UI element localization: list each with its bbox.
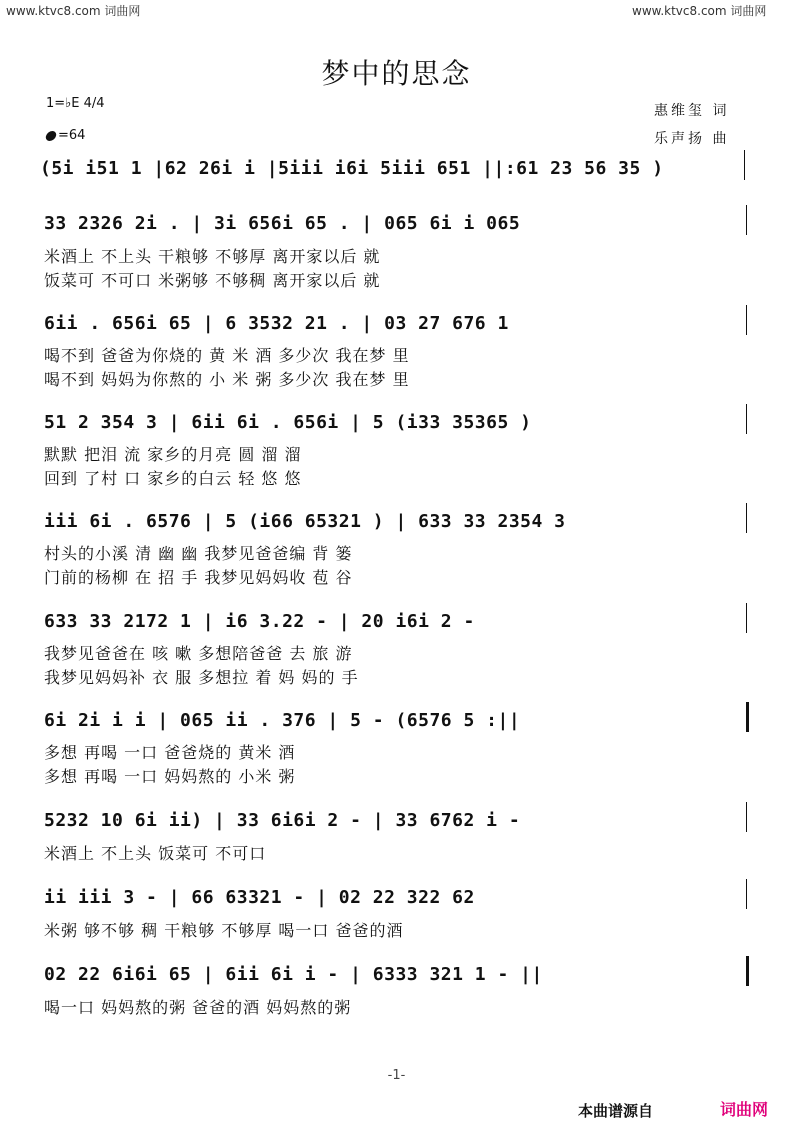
final-barline — [746, 956, 749, 986]
score-line-5-lyrics-verse2: 门前的杨柳 在 招 手 我梦见妈妈收 苞 谷 — [44, 568, 353, 587]
score-line-2-lyrics-verse2: 饭菜可 不可口 米粥够 不够稠 离开家以后 就 — [44, 271, 381, 290]
tempo-marking — [46, 128, 85, 143]
score-line-9-lyrics: 米粥 够不够 稠 干粮够 不够厚 喝一口 爸爸的酒 — [44, 921, 404, 940]
score-line-5-lyrics-verse1: 村头的小溪 清 幽 幽 我梦见爸爸编 背 篓 — [44, 544, 353, 563]
barline — [744, 150, 745, 180]
score-line-3-lyrics-verse1: 喝不到 爸爸为你烧的 黄 米 酒 多少次 我在梦 里 — [44, 346, 410, 365]
source-text: 本曲谱源自 — [578, 1102, 654, 1120]
score-line-6-notes: 633 33 2172 1 | i6 3.22 - | 20 i6i 2 - — [44, 611, 475, 632]
site-watermark-left: www.ktvc8.com 词曲网 — [6, 4, 141, 18]
score-line-6-lyrics-verse2: 我梦见妈妈补 衣 服 多想拉 着 妈 妈的 手 — [44, 668, 359, 687]
page-number: -1- — [387, 1068, 406, 1083]
barline — [746, 205, 747, 235]
barline — [746, 503, 747, 533]
score-line-8-notes: 5232 10 6i ii) | 33 6i6i 2 - | 33 6762 i - — [44, 810, 521, 831]
score-line-4-lyrics-verse2: 回到 了村 口 家乡的白云 轻 悠 悠 — [44, 469, 302, 488]
score-line-7-lyrics-verse2: 多想 再喝 一口 妈妈熬的 小米 粥 — [44, 767, 296, 786]
score-line-1-notes: (5i i51 1 |62 26i i |5iii i6i 5iii 651 ||:61 23 56 35 ) — [40, 158, 664, 179]
score-line-2-notes: 33 2326 2i . | 3i 656i 65 . | 065 6i i 065 — [44, 213, 521, 234]
barline — [746, 603, 747, 633]
score-line-7-notes: 6i 2i i i | 065 ii . 376 | 5 - (6576 5 :|| — [44, 710, 521, 731]
barline — [746, 802, 747, 832]
quarter-note-icon — [45, 131, 58, 141]
score-line-10-notes: 02 22 6i6i 65 | 6ii 6i i - | 6333 321 1 - || — [44, 964, 543, 985]
score-line-4-lyrics-verse1: 默默 把泪 流 家乡的月亮 圆 溜 溜 — [44, 445, 302, 464]
score-line-3-lyrics-verse2: 喝不到 妈妈为你熬的 小 米 粥 多少次 我在梦 里 — [44, 370, 410, 389]
score-line-3-notes: 6ii . 656i 65 | 6 3532 21 . | 03 27 676 1 — [44, 313, 509, 334]
repeat-end-barline — [746, 702, 749, 732]
barline — [746, 879, 747, 909]
barline — [746, 404, 747, 434]
site-watermark-right: www.ktvc8.com 词曲网 — [632, 4, 767, 18]
score-line-7-lyrics-verse1: 多想 再喝 一口 爸爸烧的 黄米 酒 — [44, 743, 296, 762]
lyricist-credit: 惠维玺 词 — [654, 103, 730, 119]
tempo-value: =64 — [58, 128, 86, 143]
score-line-9-notes: ii iii 3 - | 66 63321 - | 02 22 322 62 — [44, 887, 475, 908]
song-title: 梦中的思念 — [321, 57, 472, 90]
score-line-2-lyrics-verse1: 米酒上 不上头 干粮够 不够厚 离开家以后 就 — [44, 247, 381, 266]
score-line-4-notes: 51 2 354 3 | 6ii 6i . 656i | 5 (i33 35365 ) — [44, 412, 532, 433]
composer-credit: 乐声扬 曲 — [654, 131, 730, 147]
key-signature: 1=♭E 4/4 — [46, 96, 105, 111]
score-line-8-lyrics: 米酒上 不上头 饭菜可 不可口 — [44, 844, 267, 863]
score-line-5-notes: iii 6i . 6576 | 5 (i66 65321 ) | 633 33 2354 3 — [44, 511, 566, 532]
score-line-6-lyrics-verse1: 我梦见爸爸在 咳 嗽 多想陪爸爸 去 旅 游 — [44, 644, 353, 663]
site-logo[interactable]: 词曲网 — [720, 1100, 769, 1119]
barline — [746, 305, 747, 335]
score-line-10-lyrics: 喝一口 妈妈熬的粥 爸爸的酒 妈妈熬的粥 — [44, 998, 352, 1017]
